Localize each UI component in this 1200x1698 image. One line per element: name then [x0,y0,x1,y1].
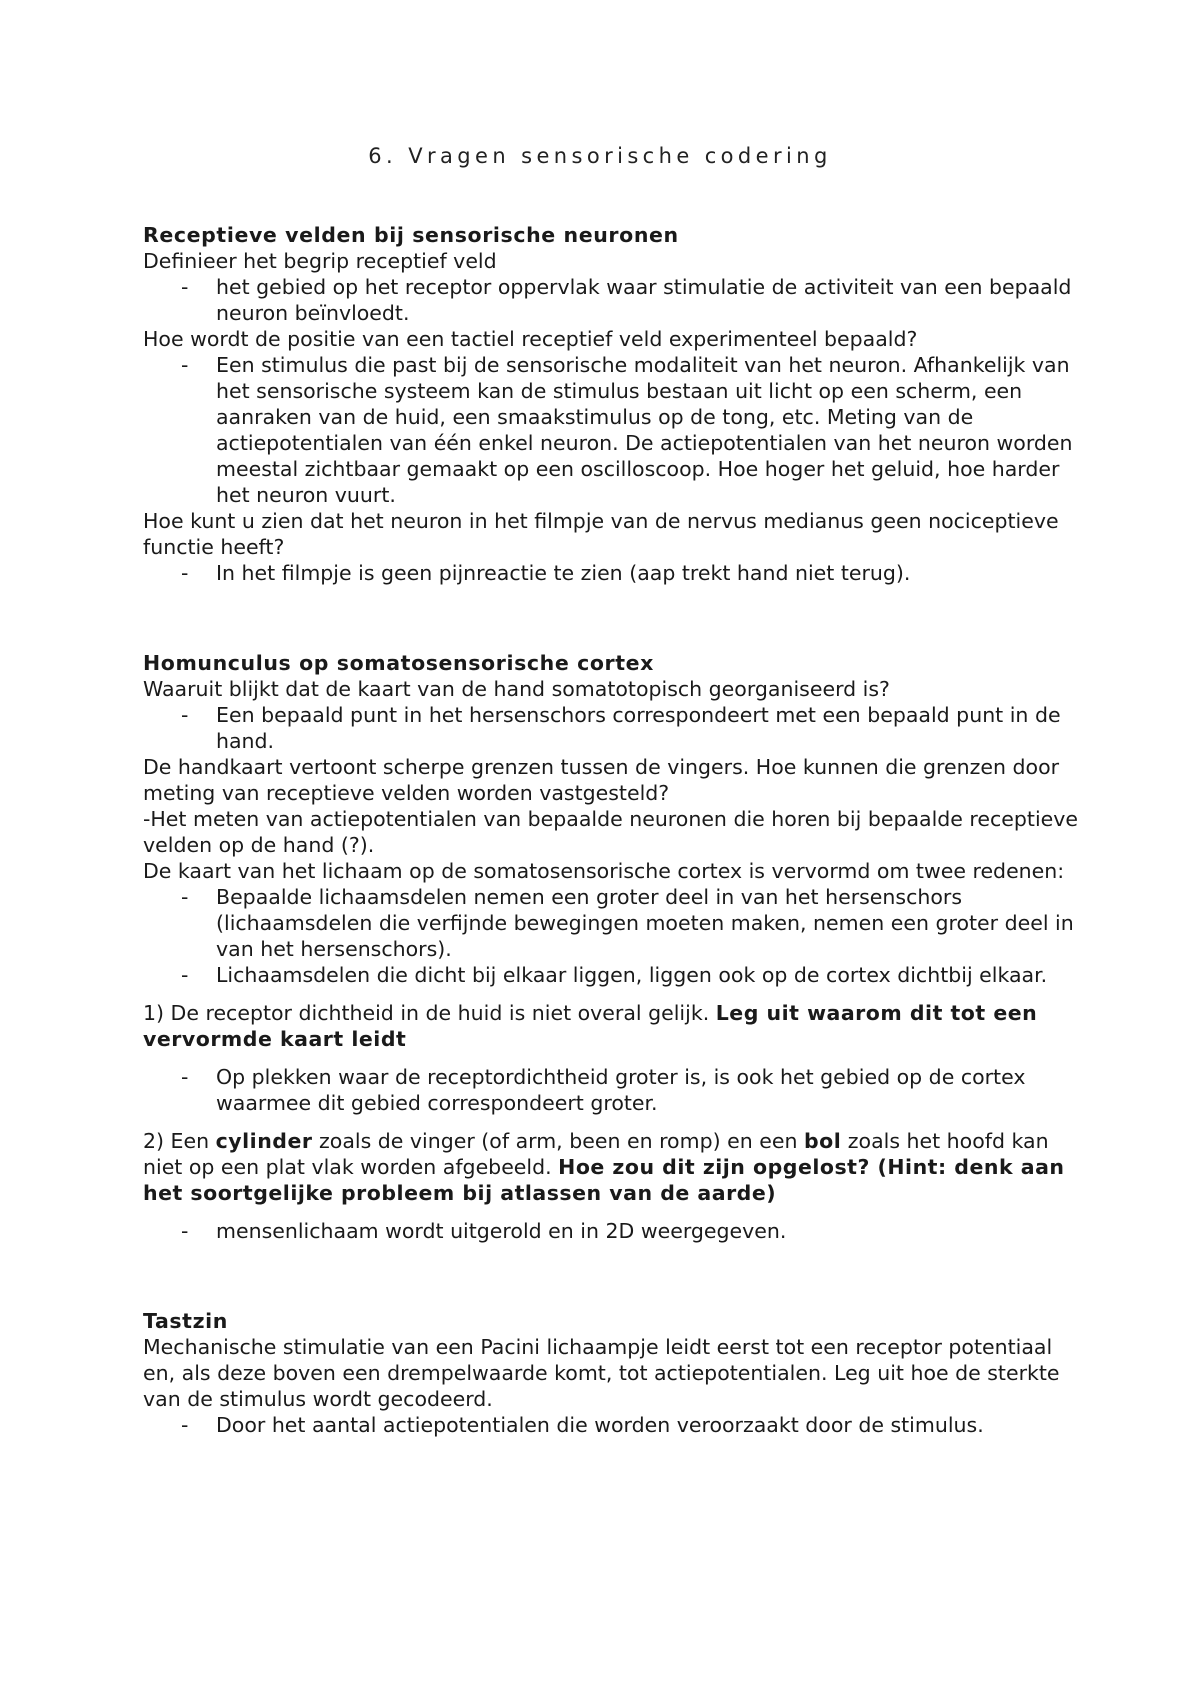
question-bold: cylinder [215,1129,313,1153]
question-text: Mechanische stimulatie van een Pacini lichaampje leidt eerst tot een receptor potentiaal en, als deze boven een drempelwaarde komt, tot actiepotentialen. Leg uit hoe de sterkte van de stimulus wordt gecodeerd. [143,1335,1060,1411]
bullet-dash: - [181,275,189,299]
bullet-dash: - [181,963,189,987]
bullet-dash: - [181,1219,189,1243]
question-text: Definieer het begrip receptief veld [143,249,497,273]
spacer [143,1206,1083,1218]
question-plain: 2) Een [143,1129,216,1153]
answer-text: Lichaamsdelen die dicht bij elkaar liggen, liggen ook op de cortex dichtbij elkaar. [216,963,1048,987]
question-bold: bol [803,1129,842,1153]
bullet-dash: - [181,885,189,909]
question-plain: 1) De receptor dichtheid in de huid is niet overal gelijk. [143,1001,716,1025]
answer-text: -Het meten van actiepotentialen van bepaalde neuronen die horen bij bepaalde receptieve velden op de hand (?). [143,807,1079,857]
question-text: Waaruit blijkt dat de kaart van de hand somatotopisch georganiseerd is? [143,677,890,701]
answer-text: Bepaalde lichaamsdelen nemen een groter deel in van het hersenschors (lichaamsdelen die verfijnde bewegingen moeten maken, nemen een groter deel in van het hersenschors). [216,885,1074,961]
spacer [143,988,1083,1000]
question-text: Hoe wordt de positie van een tactiel receptief veld experimenteel bepaald? [143,327,918,351]
bullet-dash: - [181,1065,189,1089]
question-text [143,1128,1083,1206]
question-plain: zoals het hoofd kan niet op een plat vlak worden afgebeeld. [143,1129,1049,1179]
answer-text: Op plekken waar de receptordichtheid groter is, is ook het gebied op de cortex waarmee dit gebied correspondeert groter. [216,1065,1026,1115]
answer-text: In het filmpje is geen pijnreactie te zien (aap trekt hand niet terug). [216,561,911,585]
list-item [143,352,1083,508]
spacer [143,1052,1083,1064]
bullet-dash: - [181,353,189,377]
question-text: De handkaart vertoont scherpe grenzen tussen de vingers. Hoe kunnen die grenzen door meting van receptieve velden worden vastgesteld? [143,755,1060,805]
answer-text: Een bepaald punt in het hersenschors correspondeert met een bepaald punt in de hand. [216,703,1061,753]
question-text: Hoe kunt u zien dat het neuron in het filmpje van de nervus medianus geen nociceptieve functie heeft? [143,509,1059,559]
question-text: De kaart van het lichaam op de somatosensorische cortex is vervormd om twee redenen: [143,859,1065,883]
section-heading-receptieve-velden: Receptieve velden bij sensorische neuronen [143,223,679,247]
document-body [143,222,1083,1438]
bullet-dash: - [181,703,189,727]
document-title: 6. Vragen sensorische codering [368,144,832,168]
list-item [143,560,1083,586]
list-item [143,962,1083,988]
bullet-dash: - [181,1413,189,1437]
section-heading-tastzin: Tastzin [143,1309,228,1333]
spacer [143,1116,1083,1128]
answer-text: Door het aantal actiepotentialen die worden veroorzaakt door de stimulus. [216,1413,984,1437]
question-text [143,1000,1083,1052]
list-item [143,1412,1083,1438]
answer-text: het gebied op het receptor oppervlak waar stimulatie de activiteit van een bepaald neuron beïnvloedt. [216,275,1072,325]
answer-text: Een stimulus die past bij de sensorische modaliteit van het neuron. Afhankelijk van het sensorische systeem kan de stimulus bestaan uit licht op een scherm, een aanraken van de huid, een smaakstimulus op de tong, etc. Meting van de actiepotentialen van één enkel neuron. De actiepotentialen van het neuron worden meestal zichtbaar gemaakt op een oscilloscoop. Hoe hoger het geluid, hoe harder het neuron vuurt. [216,353,1073,507]
section-heading-homunculus: Homunculus op somatosensorische cortex [143,651,654,675]
list-item [143,1218,1083,1244]
list-item [143,274,1083,326]
bullet-dash: - [181,561,189,585]
list-item [143,702,1083,754]
question-bold: Leg uit waarom dit tot een vervormde kaart leidt [143,1001,1038,1051]
question-bold: Hoe zou dit zijn opgelost? (Hint: denk aan het soortgelijke probleem bij atlassen van de aarde) [143,1155,1065,1205]
list-item [143,1064,1083,1116]
question-plain: zoals de vinger (of arm, been en romp) en een [312,1129,804,1153]
spacer [143,586,1083,650]
list-item [143,884,1083,962]
spacer [143,1244,1083,1308]
answer-text: mensenlichaam wordt uitgerold en in 2D weergegeven. [216,1219,787,1243]
